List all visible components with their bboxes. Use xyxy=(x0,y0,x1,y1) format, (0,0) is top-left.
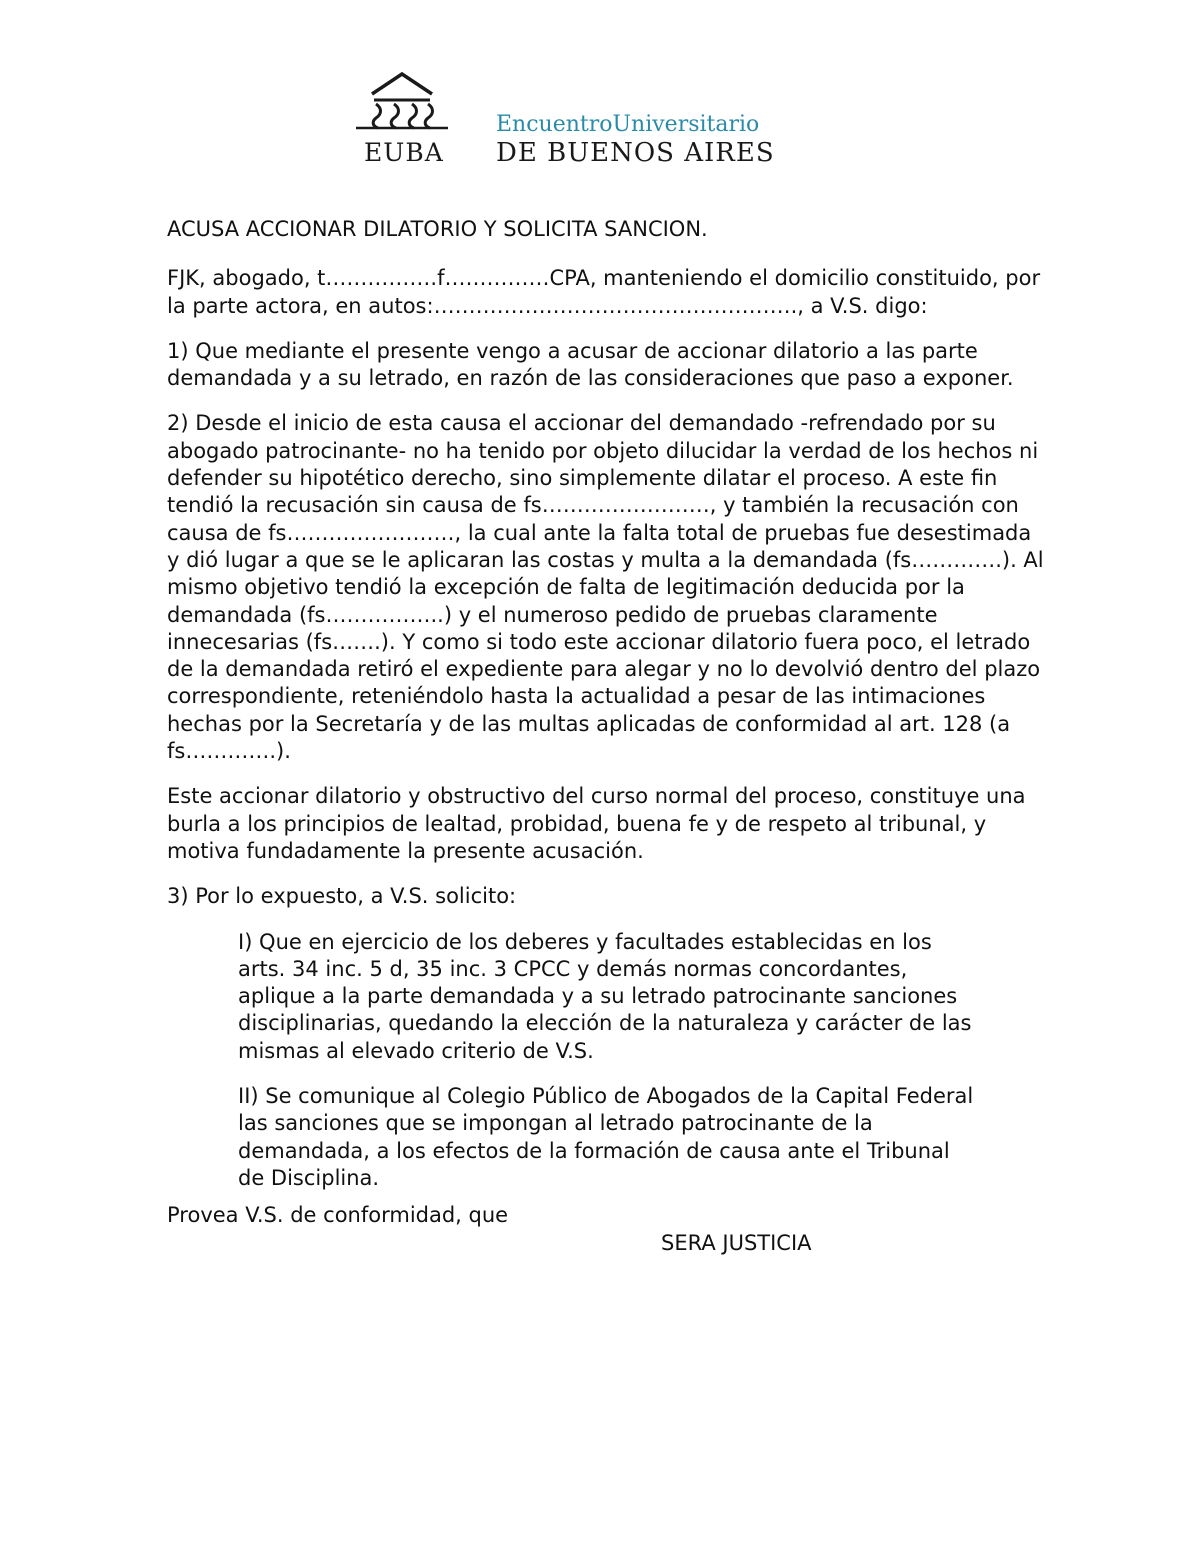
request-i-paragraph: I) Que en ejercicio de los deberes y facultades establecidas en los arts. 34 inc. 5 d, 35 inc. 3 CPCC y demás normas concordantes, aplique a la parte demandada y a su letrado patrocinante sanciones disciplinarias, quedando la elección de la naturaleza y carácter de las mismas al elevado criterio de V.S. xyxy=(238,929,972,1063)
burla-paragraph: Este accionar dilatorio y obstructivo del curso normal del proceso, constituye una burla a los principios de lealtad, probidad, buena fe y de respeto al tribunal, y motiva fundadamente la presente acusación. xyxy=(167,784,1026,863)
document-title: ACUSA ACCIONAR DILATORIO Y SOLICITA SANCION. xyxy=(167,217,708,241)
logo-name-line2: DE BUENOS AIRES xyxy=(496,138,775,168)
request-ii-paragraph: II) Se comunique al Colegio Público de Abogados de la Capital Federal las sanciones que se impongan al letrado patrocinante de la demandada, a los efectos de la formación de causa ante el Tribunal de Disciplina. xyxy=(238,1084,974,1190)
point-2-paragraph: 2) Desde el inicio de esta causa el accionar del demandado -refrendado por su abogado patrocinante- no ha tenido por objeto dilucidar la verdad de los hechos ni defender su hipotético derecho, sino simplemente dilatar el proceso. A este fin tendió la recusación sin causa de fs……………………, y también la recusación con causa de fs……………………, la cual ante la falta total de pruebas fue desestimada y dió lugar a que se le aplicaran las costas y multa a la demandada (fs………….). Al mismo objetivo tendió la excepción de falta de legitimación deducida por la demandada (fs……………..) y el numeroso pedido de pruebas claramente innecesarias (fs…….). Y como si todo este accionar dilatorio fuera poco, el letrado de la demandada retiró el expediente para alegar y no lo devolvió dentro del plazo correspondiente, reteniéndolo hasta la actualidad a pesar de las intimaciones hechas por la Secretaría y de las multas aplicadas de conformidad al art. 128 (a fs………….). xyxy=(167,411,1044,764)
document-body xyxy=(167,216,1047,1257)
euba-logo xyxy=(352,68,775,172)
signature-line: SERA JUSTICIA xyxy=(661,1230,812,1255)
intro-paragraph: FJK, abogado, t…………….f……………CPA, manteniendo el domicilio constituido, por la parte actora, en autos:……………………………………………., a V.S. digo: xyxy=(167,266,1041,318)
point-3-paragraph: 3) Por lo expuesto, a V.S. solicito: xyxy=(167,884,517,909)
closing-line: Provea V.S. de conformidad, que xyxy=(167,1203,509,1228)
logo-name-line1: EncuentroUniversitario xyxy=(496,112,760,137)
point-1-paragraph: 1) Que mediante el presente vengo a acusar de accionar dilatorio a las parte demandada y a su letrado, en razón de las consideraciones que paso a exponer. xyxy=(167,338,1014,391)
logo-abbrev: EUBA xyxy=(364,138,444,167)
